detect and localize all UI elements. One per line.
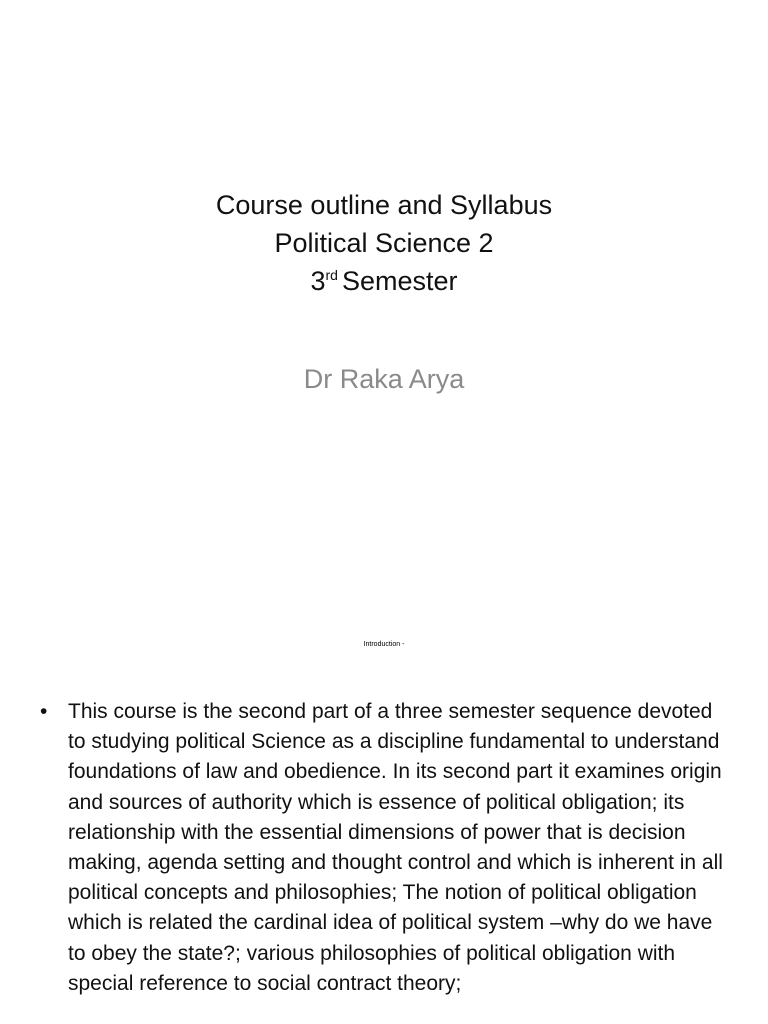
list-item [40, 697, 730, 999]
author-name: Dr Raka Arya [303, 364, 465, 394]
bullet-list [40, 697, 730, 999]
section-label: Introduction - [363, 641, 405, 648]
semester-number: 3 [310, 266, 326, 296]
slide-title [0, 186, 768, 300]
semester-word: Semester [341, 266, 458, 296]
bullet-marker: • [40, 700, 48, 723]
title-line-course-outline: Course outline and Syllabus [215, 190, 553, 220]
semester-ordinal-suffix: rd [325, 267, 338, 283]
title-line-subject: Political Science 2 [274, 228, 494, 258]
title-line-semester [0, 262, 768, 300]
bullet-text: This course is the second part of a three semester sequence devoted to studying political Science as a discipline fundamental to understand foundations of law and obedience. In its second part it examines origin and sources of authority which is essence of political obligation; its relationship with the essential dimensions of power that is decision making, agenda setting and thought control and which is inherent in all political concepts and philosophies; The notion of political obligation which is related the cardinal idea of political system –why do we have to obey the state?; various philosophies of political obligation with special reference to social contract theory; [68, 700, 723, 995]
